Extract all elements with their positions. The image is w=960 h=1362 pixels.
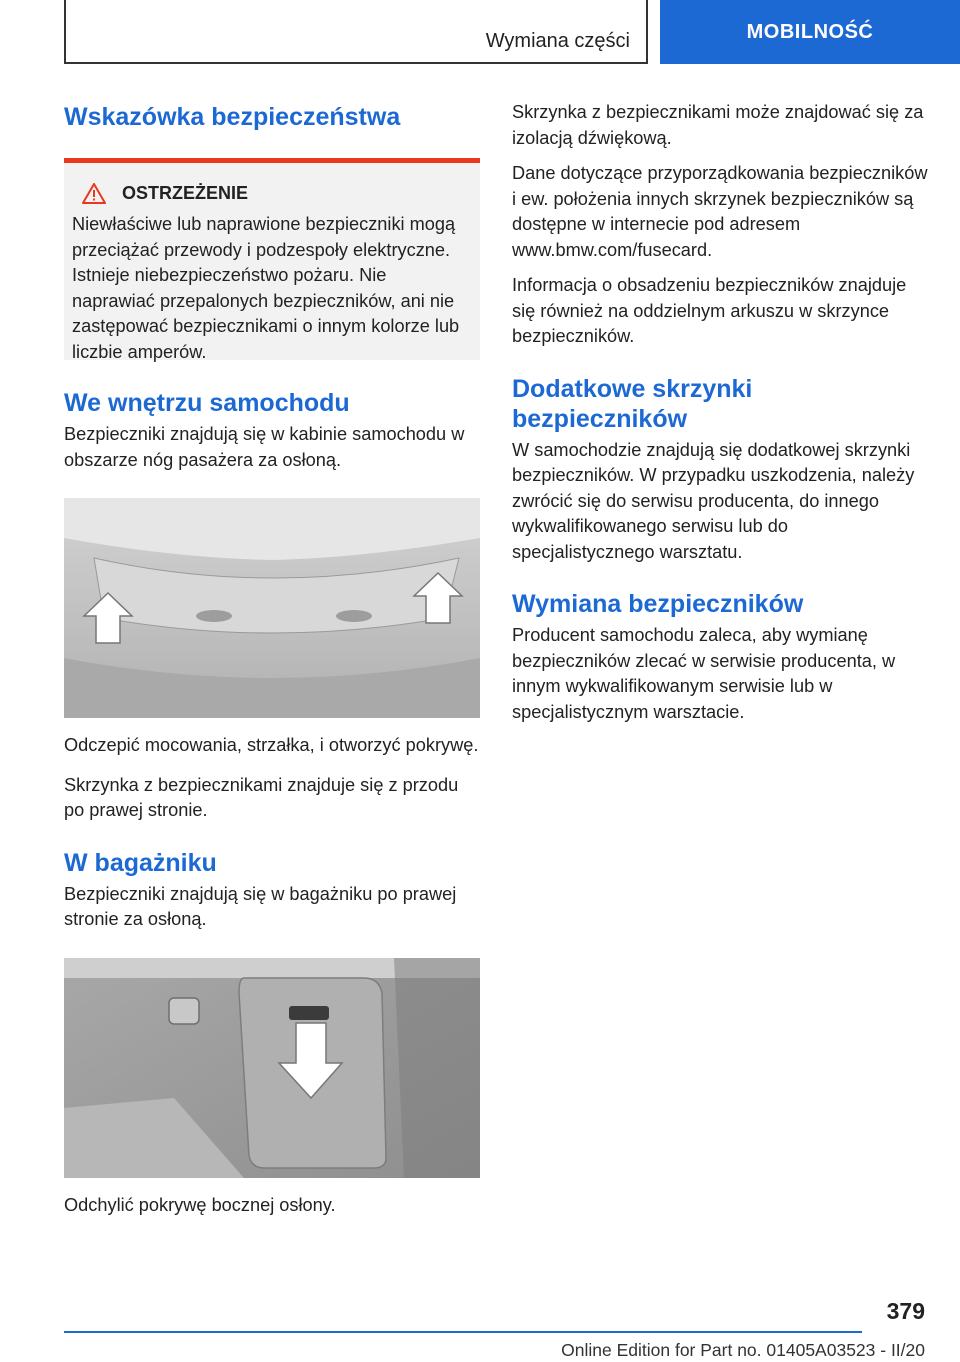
right-paragraph-3: Informacja o obsadzeniu bezpieczników znajduje się również na oddzielnym arkuszu w skrzynce bezpieczników. (512, 275, 907, 346)
right-column (512, 100, 928, 725)
right-paragraph-2: Dane dotyczące przyporządkowania bezpieczników i ew. położenia innych skrzynek bezpieczników są dostępne w internecie pod adresem www.bmw.com/fusecard. (512, 163, 928, 260)
replace-fuse-text: Producent samochodu zaleca, aby wymianę bezpieczników zlecać w serwisie producenta, w innym wykwalifikowanym serwisie lub w specjalistycznym warsztacie. (512, 625, 896, 722)
footer-rule (64, 1331, 862, 1333)
interior-text: Bezpieczniki znajdują się w kabinie samochodu w obszarze nóg pasażera za osłoną. (64, 424, 465, 470)
warning-box (64, 163, 480, 360)
replace-fuse-heading: Wymiana bezpieczników (512, 590, 804, 618)
trunk-text: Bezpieczniki znajdują się w bagażniku po prawej stronie za osłoną. (64, 883, 457, 929)
footer-edition: Online Edition for Part no. 01405A03523 - II/20 (561, 1340, 925, 1360)
safety-heading: Wskazówka bezpieczeństwa (64, 103, 401, 131)
left-column (64, 100, 480, 1218)
trunk-photo (64, 958, 480, 1178)
interior-step-1: Odczepić mocowania, strzałka, i otworzyć pokrywę. (64, 735, 479, 755)
header-section-title: Wymiana części (485, 30, 630, 52)
warning-title-row (72, 183, 472, 204)
page-number: 379 (886, 1298, 925, 1324)
extra-fuse-heading: Dodatkowe skrzynki bezpieczników (512, 374, 753, 433)
interior-photo (64, 498, 480, 718)
warning-title: OSTRZEŻENIE (122, 183, 249, 203)
extra-fuse-text: W samochodzie znajdują się dodatkowej skrzynki bezpieczników. W przypadku uszkodzenia, należy zwrócić się do serwisu producenta, do innego wykwalifikowanego serwisu lub do specjalistycznego warsztatu. (512, 439, 915, 562)
interior-step-2: Skrzynka z bezpiecznikami znajduje się z przodu po prawej stronie. (64, 774, 459, 820)
interior-heading: We wnętrzu samochodu (64, 389, 350, 417)
header-chapter-tab (660, 0, 960, 64)
header-chapter-label: MOBILNOŚĆ (746, 20, 874, 43)
trunk-heading: W bagażniku (64, 848, 217, 877)
warning-text: Niewłaściwe lub naprawione bezpieczniki mogą przeciążać przewody i podzespoły elektryczne. Istnieje niebezpieczeństwo pożaru. Nie naprawiać przepalonych bezpieczników, ani nie zastępować bezpiecznikami o innym kolorze lub liczbie amperów. (72, 214, 460, 362)
right-paragraph-1: Skrzynka z bezpiecznikami może znajdować się za izolacją dźwiękową. (512, 102, 924, 148)
trunk-step: Odchylić pokrywę bocznej osłony. (64, 1194, 336, 1215)
warning-triangle-icon (82, 183, 106, 204)
